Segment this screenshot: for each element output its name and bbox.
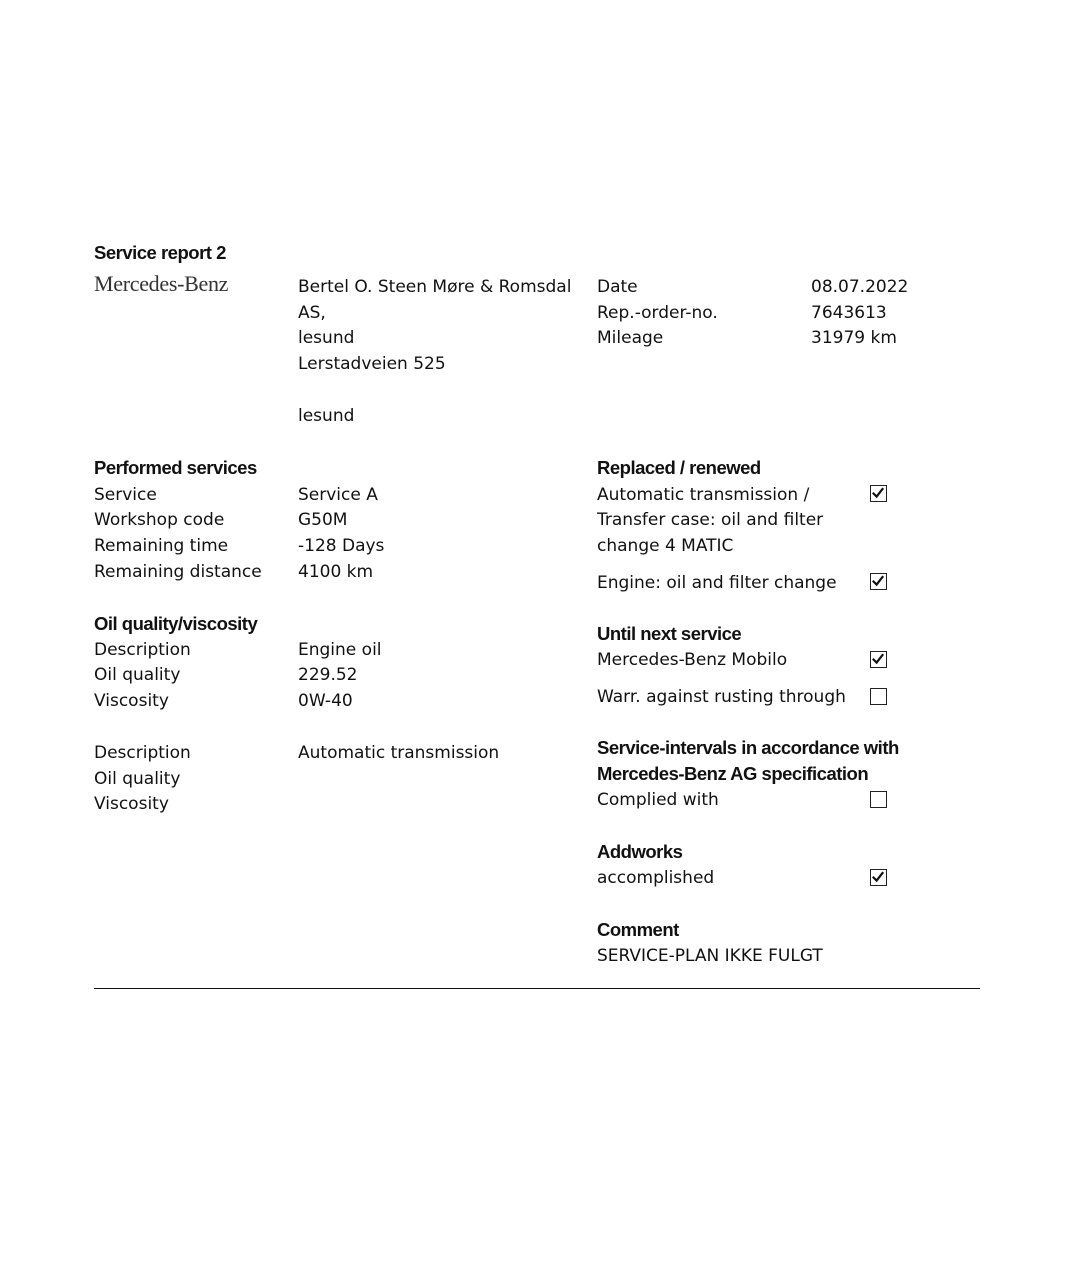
comment-heading: Comment [597, 919, 679, 940]
performed-value: -128 Days [298, 536, 385, 556]
replaced-item-label: Automatic transmission / [597, 485, 810, 505]
mileage-label: Mileage [597, 328, 664, 348]
oil-label: Viscosity [94, 794, 169, 814]
oil-label: Oil quality [94, 665, 181, 685]
performed-label: Remaining distance [94, 562, 262, 582]
oil-label: Description [94, 640, 191, 660]
next-service-heading: Until next service [597, 623, 742, 644]
performed-heading: Performed services [94, 457, 257, 478]
oil-label: Viscosity [94, 691, 169, 711]
performed-label: Workshop code [94, 510, 225, 530]
dealer-city: lesund [298, 328, 355, 348]
comment-text: SERVICE-PLAN IKKE FULGT [597, 946, 823, 966]
dealer-name-suffix: AS, [298, 303, 326, 323]
intervals-heading-cont: Mercedes-Benz AG specification [597, 763, 869, 784]
oil-label: Oil quality [94, 769, 181, 789]
addworks-label: accomplished [597, 868, 715, 888]
bottom-divider [94, 988, 980, 989]
performed-value: G50M [298, 510, 348, 530]
accomplished-checkbox[interactable] [870, 869, 887, 886]
order-value: 7643613 [811, 303, 887, 323]
performed-label: Service [94, 485, 157, 505]
oil-value: 229.52 [298, 665, 358, 685]
mileage-value: 31979 km [811, 328, 897, 348]
performed-value: Service A [298, 485, 378, 505]
date-value: 08.07.2022 [811, 277, 909, 297]
checkmark-icon [872, 487, 884, 499]
replaced-item-label: change 4 MATIC [597, 536, 734, 556]
performed-value: 4100 km [298, 562, 374, 582]
brand-logo-text: Mercedes-Benz [94, 271, 229, 296]
oil-heading: Oil quality/viscosity [94, 613, 258, 634]
intervals-label: Complied with [597, 790, 719, 810]
replaced-item-label: Engine: oil and filter change [597, 573, 837, 593]
performed-label: Remaining time [94, 536, 229, 556]
oil-value: Engine oil [298, 640, 382, 660]
oil-label: Description [94, 743, 191, 763]
replaced-heading: Replaced / renewed [597, 457, 761, 478]
replaced-engine-checkbox[interactable] [870, 573, 887, 590]
dealer-name: Bertel O. Steen Møre & Romsdal [298, 277, 572, 297]
next-service-item-label: Warr. against rusting through [597, 687, 846, 707]
oil-value: 0W-40 [298, 691, 353, 711]
checkmark-icon [872, 575, 884, 587]
rust-warranty-checkbox[interactable] [870, 688, 887, 705]
checkmark-icon [872, 871, 884, 883]
order-label: Rep.-order-no. [597, 303, 718, 323]
addworks-heading: Addworks [597, 841, 683, 862]
mobilo-checkbox[interactable] [870, 651, 887, 668]
dealer-postal-city: lesund [298, 406, 355, 426]
checkmark-icon [872, 653, 884, 665]
dealer-street: Lerstadveien 525 [298, 354, 446, 374]
complied-with-checkbox[interactable] [870, 791, 887, 808]
replaced-item-label: Transfer case: oil and filter [597, 510, 824, 530]
oil-value: Automatic transmission [298, 743, 500, 763]
replaced-transmission-checkbox[interactable] [870, 485, 887, 502]
report-title: Service report 2 [94, 242, 226, 263]
date-label: Date [597, 277, 638, 297]
next-service-item-label: Mercedes-Benz Mobilo [597, 650, 788, 670]
intervals-heading: Service-intervals in accordance with [597, 737, 899, 758]
